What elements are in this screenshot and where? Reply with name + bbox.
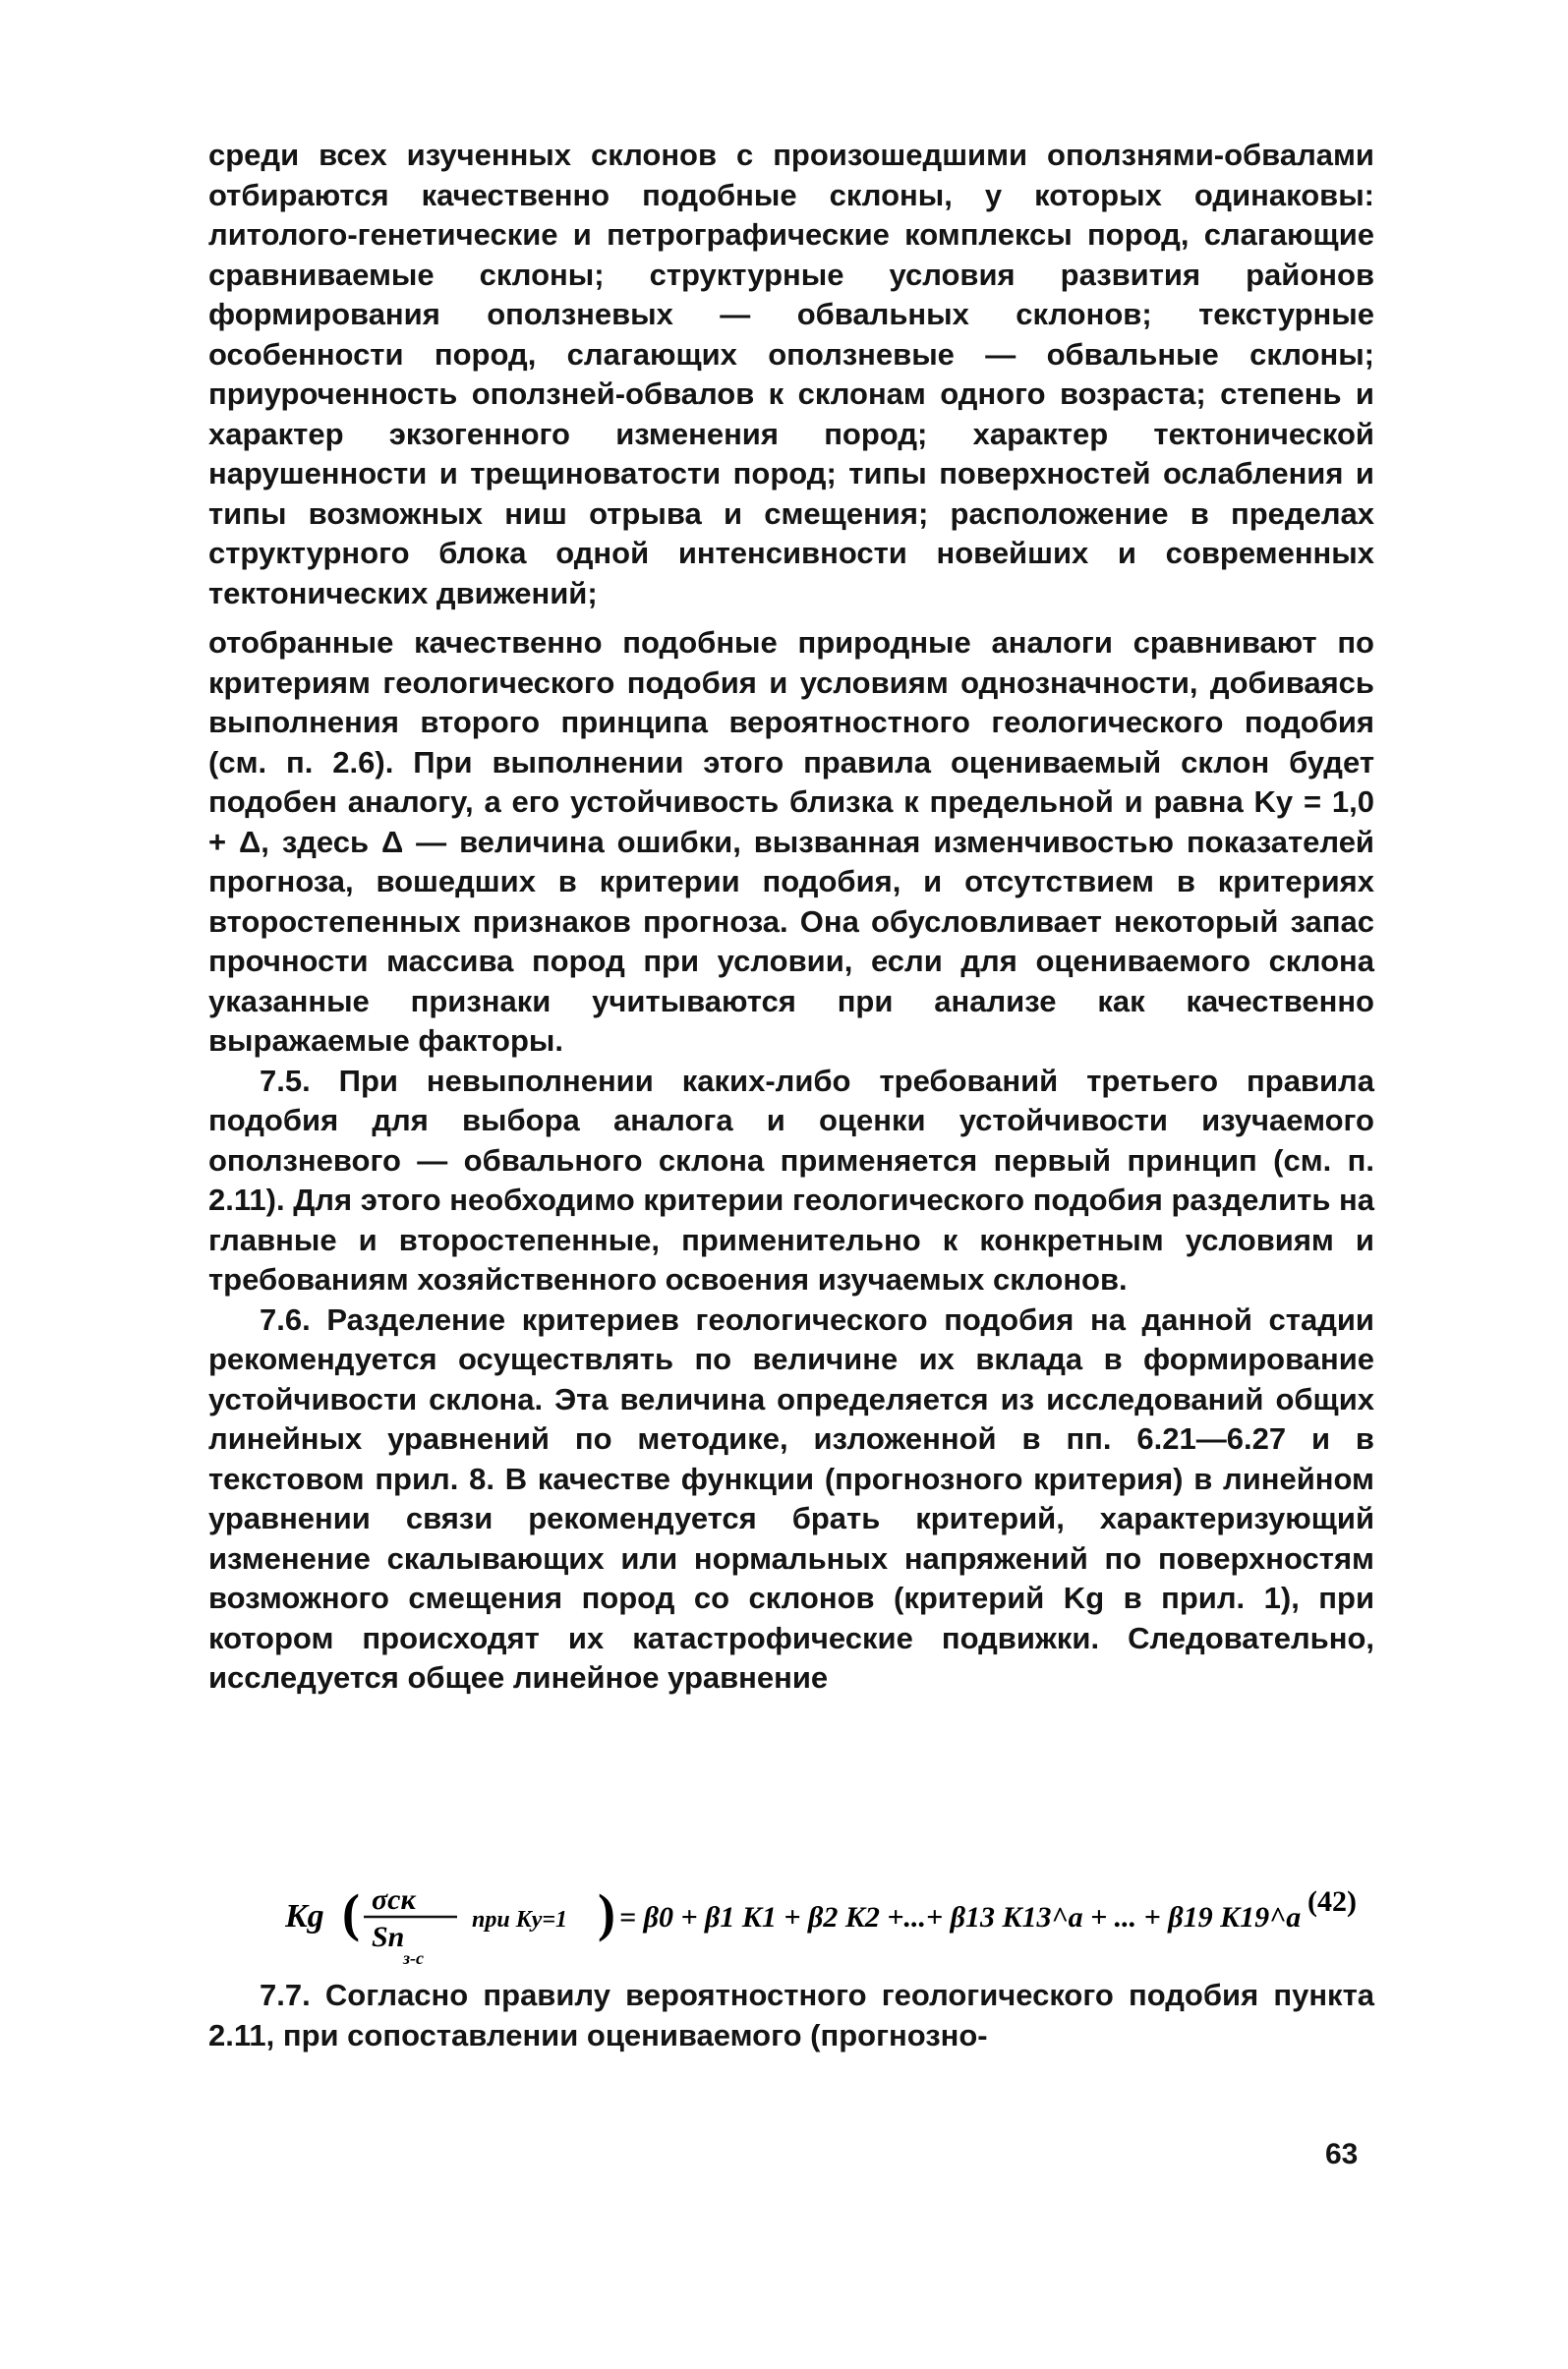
body-text-continued — [208, 1976, 1374, 2055]
formula-open-paren: ( — [342, 1883, 360, 1942]
formula-fraction-denominator: Sп — [372, 1921, 405, 1953]
formula-close-paren: ) — [598, 1883, 615, 1942]
equation-42 — [285, 1878, 1376, 1966]
formula-denominator-subscript: з-с — [403, 1948, 425, 1966]
formula-fraction-numerator: σск — [372, 1883, 416, 1916]
formula-number: (42) — [1307, 1885, 1357, 1918]
formula-rhs: = β0 + β1 K1 + β2 K2 +...+ β13 K13^a + ... + β19 K19^a — [619, 1901, 1302, 1934]
body-text — [208, 136, 1374, 1699]
paragraph-3: 7.5. При невыполнении каких-либо требований третьего правила подобия для выбора аналога и оценки устойчивости изучаемого оползневого — обвального склона применяется первый принцип (см. п. 2.11). Для этого необходимо критерии геологического подобия разделить на главные и второстепенные, применительно к конкретным условиям и требованиям хозяйственного освоения изучаемых склонов. — [208, 1063, 1374, 1297]
formula-condition: при Kу=1 — [472, 1907, 568, 1933]
page-number: 63 — [1325, 2138, 1359, 2170]
formula-lhs: Kg — [285, 1898, 324, 1935]
paragraph-5: 7.7. Согласно правилу вероятностного геологического подобия пункта 2.11, при сопоставлении оцениваемого (прогнозно- — [208, 1978, 1374, 2052]
paragraph-2: отобранные качественно подобные природные аналоги сравнивают по критериям геологического подобия и условиям однозначности, добиваясь выполнения второго принципа вероятностного геологического подобия (см. п. 2.6). При выполнении этого правила оцениваемый склон будет подобен аналогу, а его устойчивость близка к предельной и равна Kу = 1,0 + Δ, здесь Δ — величина ошибки, вызванная изменчивостью показателей прогноза, вошедших в критерии подобия, и отсутствием в критериях второстепенных признаков прогноза. Она обусловливает некоторый запас прочности массива пород при условии, если для оцениваемого склона указанные признаки учитываются при анализе как качественно выражаемые факторы. — [208, 625, 1374, 1058]
paragraph-1: среди всех изученных склонов с произошедшими оползнями-обвалами отбираются качественно подобные склоны, у которых одинаковы: литолого-генетические и петрографические комплексы пород, слагающие сравниваемые склоны; структурные условия развития районов формирования оползневых — обвальных склонов; текстурные особенности пород, слагающих оползневые — обвальные склоны; приуроченность оползней-обвалов к склонам одного возраста; степень и характер экзогенного изменения пород; характер тектонической нарушенности и трещиноватости пород; типы поверхностей ослабления и типы возможных ниш отрыва и смещения; расположение в пределах структурного блока одной интенсивности новейших и современных тектонических движений; — [208, 138, 1374, 610]
paragraph-4: 7.6. Разделение критериев геологического подобия на данной стадии рекомендуется осуществлять по величине их вклада в формирование устойчивости склона. Эта величина определяется из исследований общих линейных уравнений по методике, изложенной в пп. 6.21—6.27 и в текстовом прил. 8. В качестве функции (прогнозного критерия) в линейном уравнении связи рекомендуется брать критерий, характеризующий изменение скалывающих или нормальных напряжений по поверхностям возможного смещения пород со склонов (критерий Kg в прил. 1), при котором происходят их катастрофические подвижки. Следовательно, исследуется общее линейное уравнение — [208, 1301, 1374, 1695]
